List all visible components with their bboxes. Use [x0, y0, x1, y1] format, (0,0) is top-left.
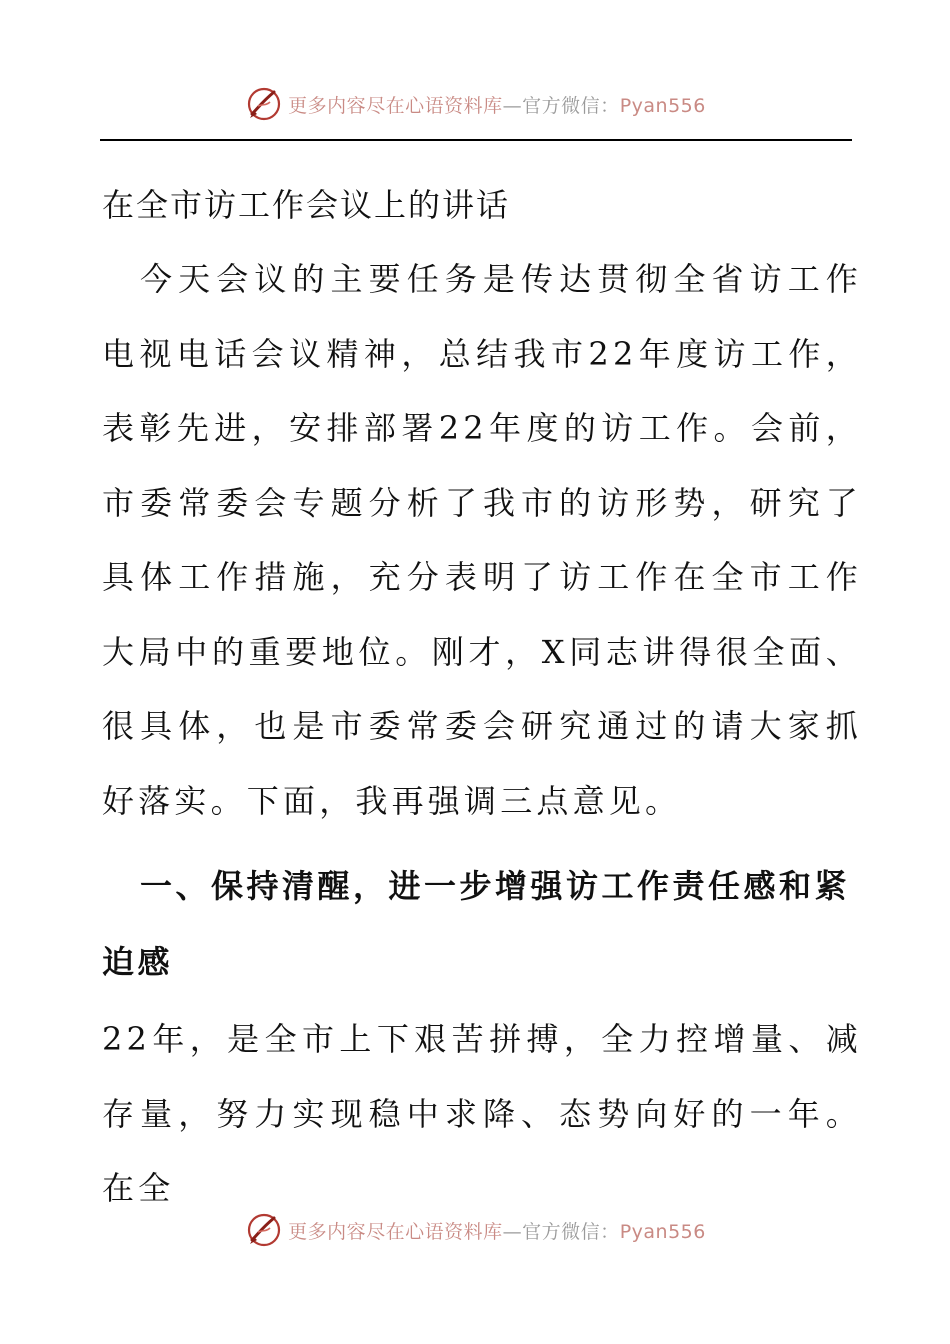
paragraph-section-1: 22年，是全市上下艰苦拼搏，全力控增量、减存量，努力实现稳中求降、态势向好的一年。在全	[102, 1020, 862, 1207]
watermark-wechat-id: Pyan556	[619, 1220, 706, 1243]
watermark-brand: 更多内容尽在心语资料库	[288, 1220, 503, 1243]
header-rule	[100, 139, 852, 141]
watermark-text	[288, 1217, 706, 1244]
watermark-wechat-id: Pyan556	[619, 94, 706, 117]
pen-logo-icon	[244, 1210, 284, 1250]
watermark-label: 官方微信：	[522, 94, 620, 117]
document-body	[102, 168, 862, 1226]
page-footer-watermark	[0, 1208, 950, 1252]
section-heading-1: 一、保持清醒，进一步增强访工作责任感和紧迫感	[102, 867, 851, 981]
watermark-label: 官方微信：	[522, 1220, 620, 1243]
watermark-brand: 更多内容尽在心语资料库	[288, 94, 503, 117]
watermark-separator: —	[502, 94, 523, 117]
document-title: 在全市访工作会议上的讲话	[102, 186, 511, 224]
page-header-watermark	[0, 82, 950, 126]
paragraph-intro: 今天会议的主要任务是传达贯彻全省访工作电视电话会议精神，总结我市22年度访工作，表彰先进，安排部署22年度的访工作。会前，市委常委会专题分析了我市的访形势，研究了具体工作措施，充分表明了访工作在全市工作大局中的重要地位。刚才，X同志讲得很全面、很具体，也是市委常委会研究通过的请大家抓好落实。下面，我再强调三点意见。	[102, 260, 862, 820]
watermark-separator: —	[502, 1220, 523, 1243]
watermark-text	[288, 91, 706, 118]
pen-logo-icon	[244, 84, 284, 124]
